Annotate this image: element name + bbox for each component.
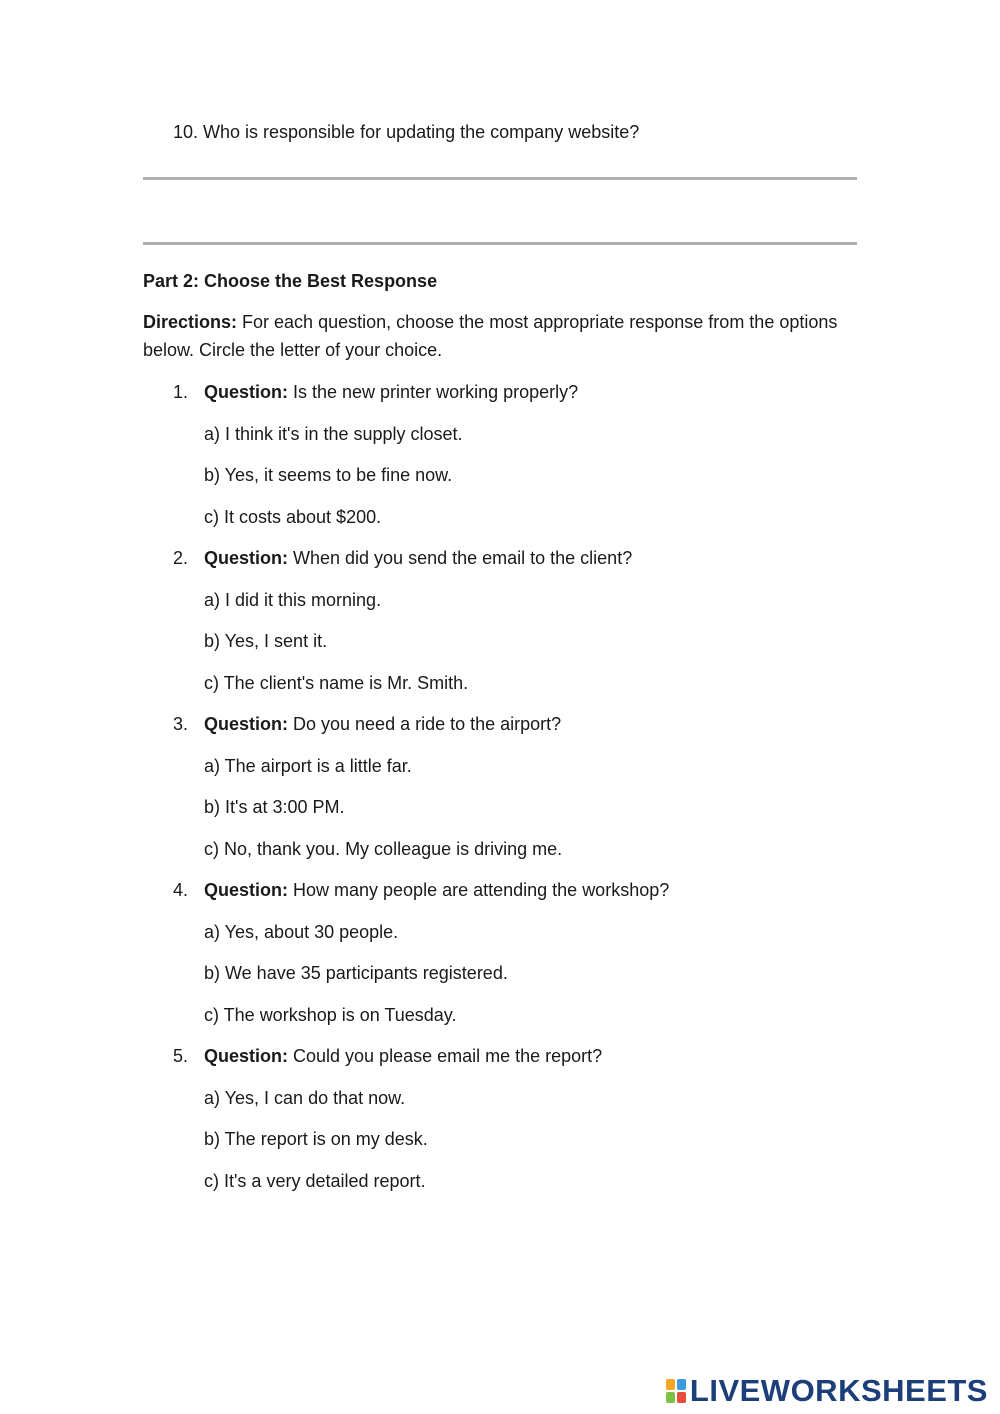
- option-b[interactable]: b) It's at 3:00 PM.: [204, 797, 345, 817]
- liveworksheets-logo: [666, 1374, 988, 1408]
- question-text: Do you need a ride to the airport?: [288, 714, 562, 734]
- option-c[interactable]: c) The client's name is Mr. Smith.: [204, 672, 469, 693]
- option-b[interactable]: b) Yes, I sent it.: [204, 631, 328, 651]
- option-a[interactable]: a) Yes, about 30 people.: [204, 921, 399, 942]
- question-number: 3.: [173, 714, 189, 734]
- question-block: [173, 544, 863, 710]
- question-number: 4.: [173, 880, 189, 900]
- logo-text: LIVEWORKSHEETS: [689, 1373, 988, 1408]
- directions-label: Directions:: [143, 312, 238, 332]
- liveworksheets-logo-icon: [666, 1379, 686, 1403]
- question-block: [173, 378, 863, 544]
- option-a[interactable]: a) I think it's in the supply closet.: [204, 423, 463, 444]
- question-list: [173, 378, 863, 1208]
- question-text: Could you please email me the report?: [288, 1046, 603, 1066]
- option-b[interactable]: b) The report is on my desk.: [204, 1129, 428, 1149]
- question-row: [173, 544, 863, 586]
- logo-square: [677, 1379, 686, 1390]
- option-a[interactable]: a) The airport is a little far.: [204, 755, 412, 776]
- question-block: [173, 876, 863, 1042]
- question-block: [173, 1042, 863, 1208]
- question-row: [173, 876, 863, 918]
- question-number: 10.: [173, 122, 199, 142]
- question-text: How many people are attending the workshop?: [288, 880, 670, 900]
- logo-square: [677, 1392, 686, 1403]
- logo-square: [666, 1379, 675, 1390]
- question-text: Is the new printer working properly?: [288, 382, 579, 402]
- directions: [143, 308, 857, 364]
- question-row: [173, 710, 863, 752]
- question-label: Question:: [204, 880, 288, 900]
- answer-line-2[interactable]: [143, 242, 857, 245]
- option-b[interactable]: b) Yes, it seems to be fine now.: [204, 465, 453, 485]
- question-row: [173, 378, 863, 420]
- answer-line-1[interactable]: [143, 177, 857, 180]
- question-label: Question:: [204, 382, 288, 402]
- question-10: [173, 118, 639, 146]
- question-block: [173, 710, 863, 876]
- question-number: 1.: [173, 382, 189, 402]
- question-number: 5.: [173, 1046, 189, 1066]
- question-label: Question:: [204, 548, 288, 568]
- option-c[interactable]: c) It's a very detailed report.: [204, 1170, 426, 1191]
- section-title: Part 2: Choose the Best Response: [143, 271, 438, 291]
- question-text: Who is responsible for updating the company website?: [203, 122, 640, 142]
- option-c[interactable]: c) No, thank you. My colleague is driving me.: [204, 838, 563, 859]
- logo-square: [666, 1392, 675, 1403]
- directions-text: For each question, choose the most appropriate response from the options below. Circle the letter of your choice.: [143, 312, 838, 360]
- option-a[interactable]: a) I did it this morning.: [204, 589, 382, 610]
- option-c[interactable]: c) It costs about $200.: [204, 506, 382, 527]
- question-label: Question:: [204, 714, 288, 734]
- question-text: When did you send the email to the client?: [288, 548, 633, 568]
- question-label: Question:: [204, 1046, 288, 1066]
- question-number: 2.: [173, 548, 189, 568]
- option-c[interactable]: c) The workshop is on Tuesday.: [204, 1004, 457, 1025]
- question-row: [173, 1042, 863, 1084]
- option-b[interactable]: b) We have 35 participants registered.: [204, 963, 508, 983]
- option-a[interactable]: a) Yes, I can do that now.: [204, 1087, 406, 1108]
